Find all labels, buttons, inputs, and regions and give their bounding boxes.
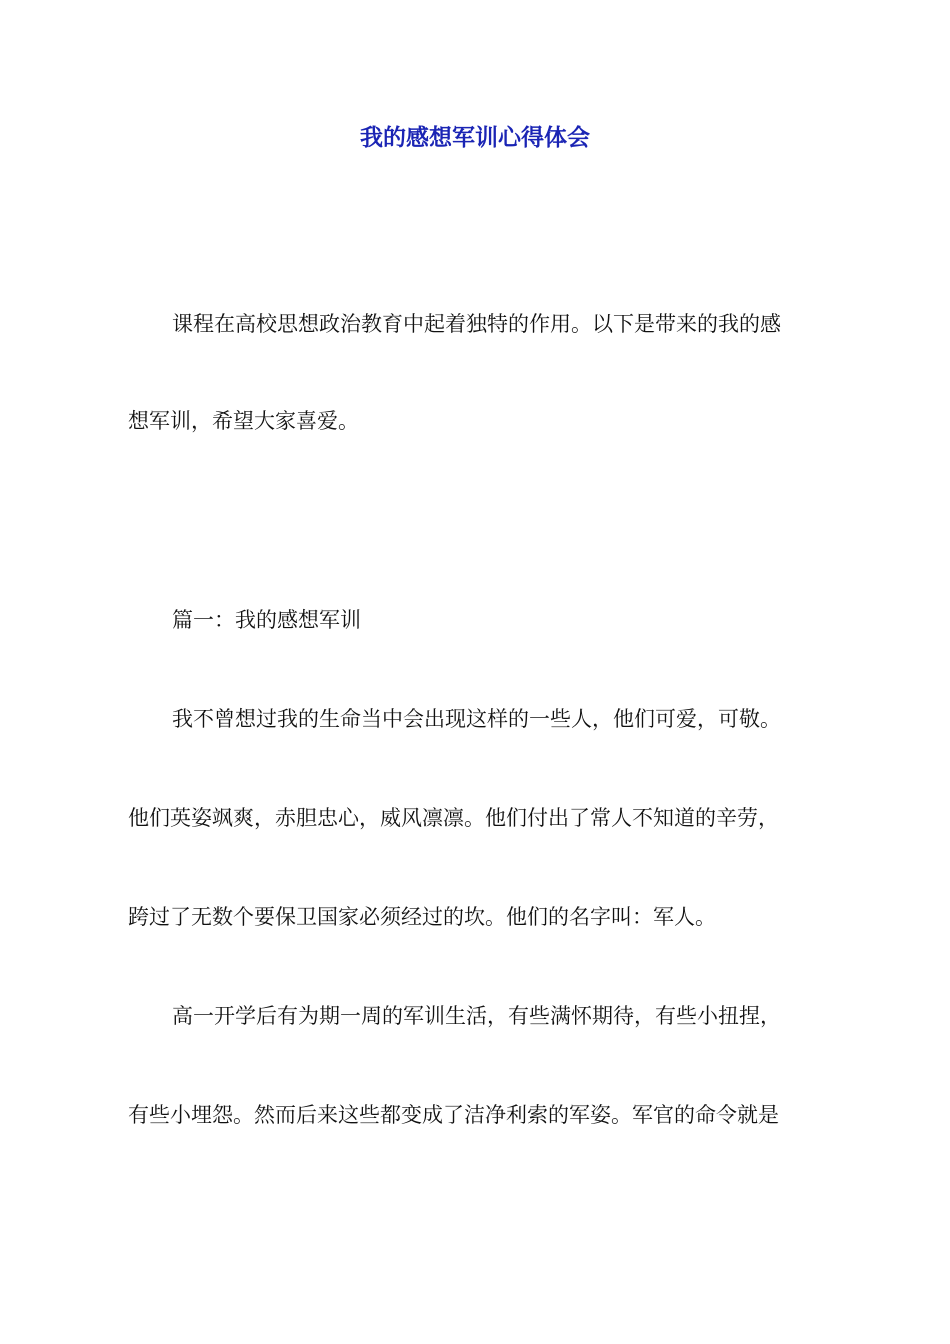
section-heading: 篇一：我的感想军训: [172, 608, 361, 632]
document-title: 我的感想军训心得体会: [360, 125, 590, 151]
intro-line-1: 课程在高校思想政治教育中起着独特的作用。以下是带来的我的感: [172, 312, 781, 336]
intro-line-2: 想军训，希望大家喜爱。: [128, 409, 359, 433]
body-line-5: 有些小埋怨。然而后来这些都变成了洁净利索的军姿。军官的命令就是: [128, 1103, 779, 1127]
body-line-1: 我不曾想过我的生命当中会出现这样的一些人，他们可爱，可敬。: [172, 707, 781, 731]
body-line-2: 他们英姿飒爽，赤胆忠心，威风凛凛。他们付出了常人不知道的辛劳，: [128, 806, 779, 830]
body-line-4: 高一开学后有为期一周的军训生活，有些满怀期待，有些小扭捏，: [172, 1004, 781, 1028]
body-line-3: 跨过了无数个要保卫国家必须经过的坎。他们的名字叫：军人。: [128, 905, 716, 929]
